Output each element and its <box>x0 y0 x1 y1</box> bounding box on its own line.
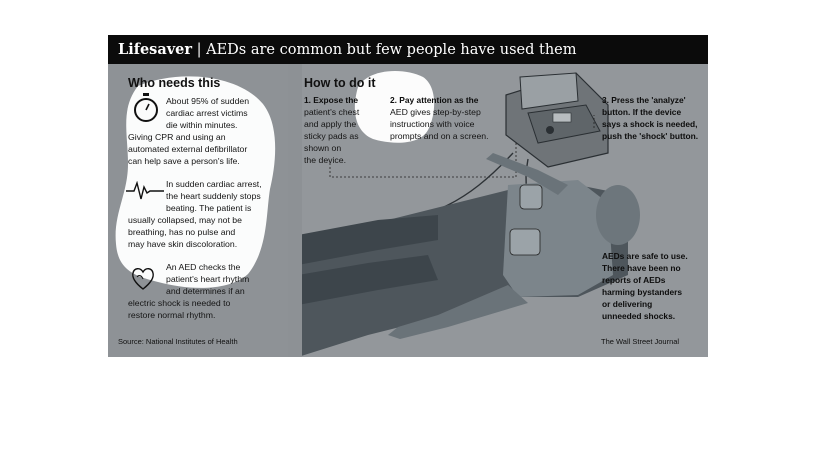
safety-l5: or delivering <box>602 299 653 309</box>
who-p1-l4: Giving CPR and using an <box>128 132 226 142</box>
who-p1-l6: can help save a person's life. <box>128 156 240 166</box>
who-p2-l2: the heart suddenly stops <box>166 191 261 201</box>
step3-l1: 3. Press the 'analyze' <box>602 95 686 105</box>
safety-l6: unneeded shocks. <box>602 311 676 321</box>
header-separator: | <box>192 42 207 58</box>
who-heading: Who needs this <box>128 76 221 90</box>
heart-icon <box>130 265 156 291</box>
who-p3-l4: electric shock is needed to <box>128 298 231 308</box>
safety-l1: AEDs are safe to use. <box>602 251 688 261</box>
step1-l2: patient's chest <box>304 107 360 117</box>
step2-l3: instructions with voice <box>390 119 475 129</box>
header-brand: Lifesaver <box>118 41 193 58</box>
credit-note: The Wall Street Journal <box>601 337 680 346</box>
who-p3-l5: restore normal rhythm. <box>128 310 216 320</box>
step1-l6: the device. <box>304 155 347 165</box>
who-p3-l1: An AED checks the <box>166 262 241 272</box>
who-p2-l6: may have skin discoloration. <box>128 239 238 249</box>
who-p2-l3: beating. The patient is <box>166 203 252 213</box>
how-heading: How to do it <box>304 76 376 90</box>
source-note: Source: National Institutes of Health <box>118 337 238 346</box>
step2-l2: AED gives step-by-step <box>390 107 481 117</box>
step3-l2: button. If the device <box>602 107 682 117</box>
safety-l4: harming bystanders <box>602 287 683 297</box>
who-p2-l1: In sudden cardiac arrest, <box>166 179 262 189</box>
step3-l4: push the 'shock' button. <box>602 131 699 141</box>
step3-l3: says a shock is needed, <box>602 119 698 129</box>
heartbeat-icon <box>126 181 164 201</box>
who-p3-l2: patient's heart rhythm <box>166 274 250 284</box>
header-headline: AEDs are common but few people have used them <box>206 42 577 58</box>
safety-l2: There have been no <box>602 263 681 273</box>
who-p2-l5: breathing, has no pulse and <box>128 227 236 237</box>
header-bar <box>108 35 708 64</box>
infographic <box>108 35 708 357</box>
step1-l1: 1. Expose the <box>304 95 358 105</box>
who-p2-l4: usually collapsed, may not be <box>128 215 242 225</box>
stopwatch-icon <box>132 92 160 124</box>
step2-l1: 2. Pay attention as the <box>390 95 479 105</box>
header-title <box>118 41 577 58</box>
step1-l4: sticky pads as <box>304 131 359 141</box>
who-p1-l2: cardiac arrest victims <box>166 108 248 118</box>
who-p3-l3: and determines if an <box>166 286 245 296</box>
who-p1-l3: die within minutes. <box>166 120 238 130</box>
step1-l3: and apply the <box>304 119 357 129</box>
who-p1-l5: automated external defibrillator <box>128 144 248 154</box>
who-p1-l1: About 95% of sudden <box>166 96 250 106</box>
step2-l4: prompts and on a screen. <box>390 131 489 141</box>
safety-l3: reports of AEDs <box>602 275 666 285</box>
step1-l5: shown on <box>304 143 342 153</box>
